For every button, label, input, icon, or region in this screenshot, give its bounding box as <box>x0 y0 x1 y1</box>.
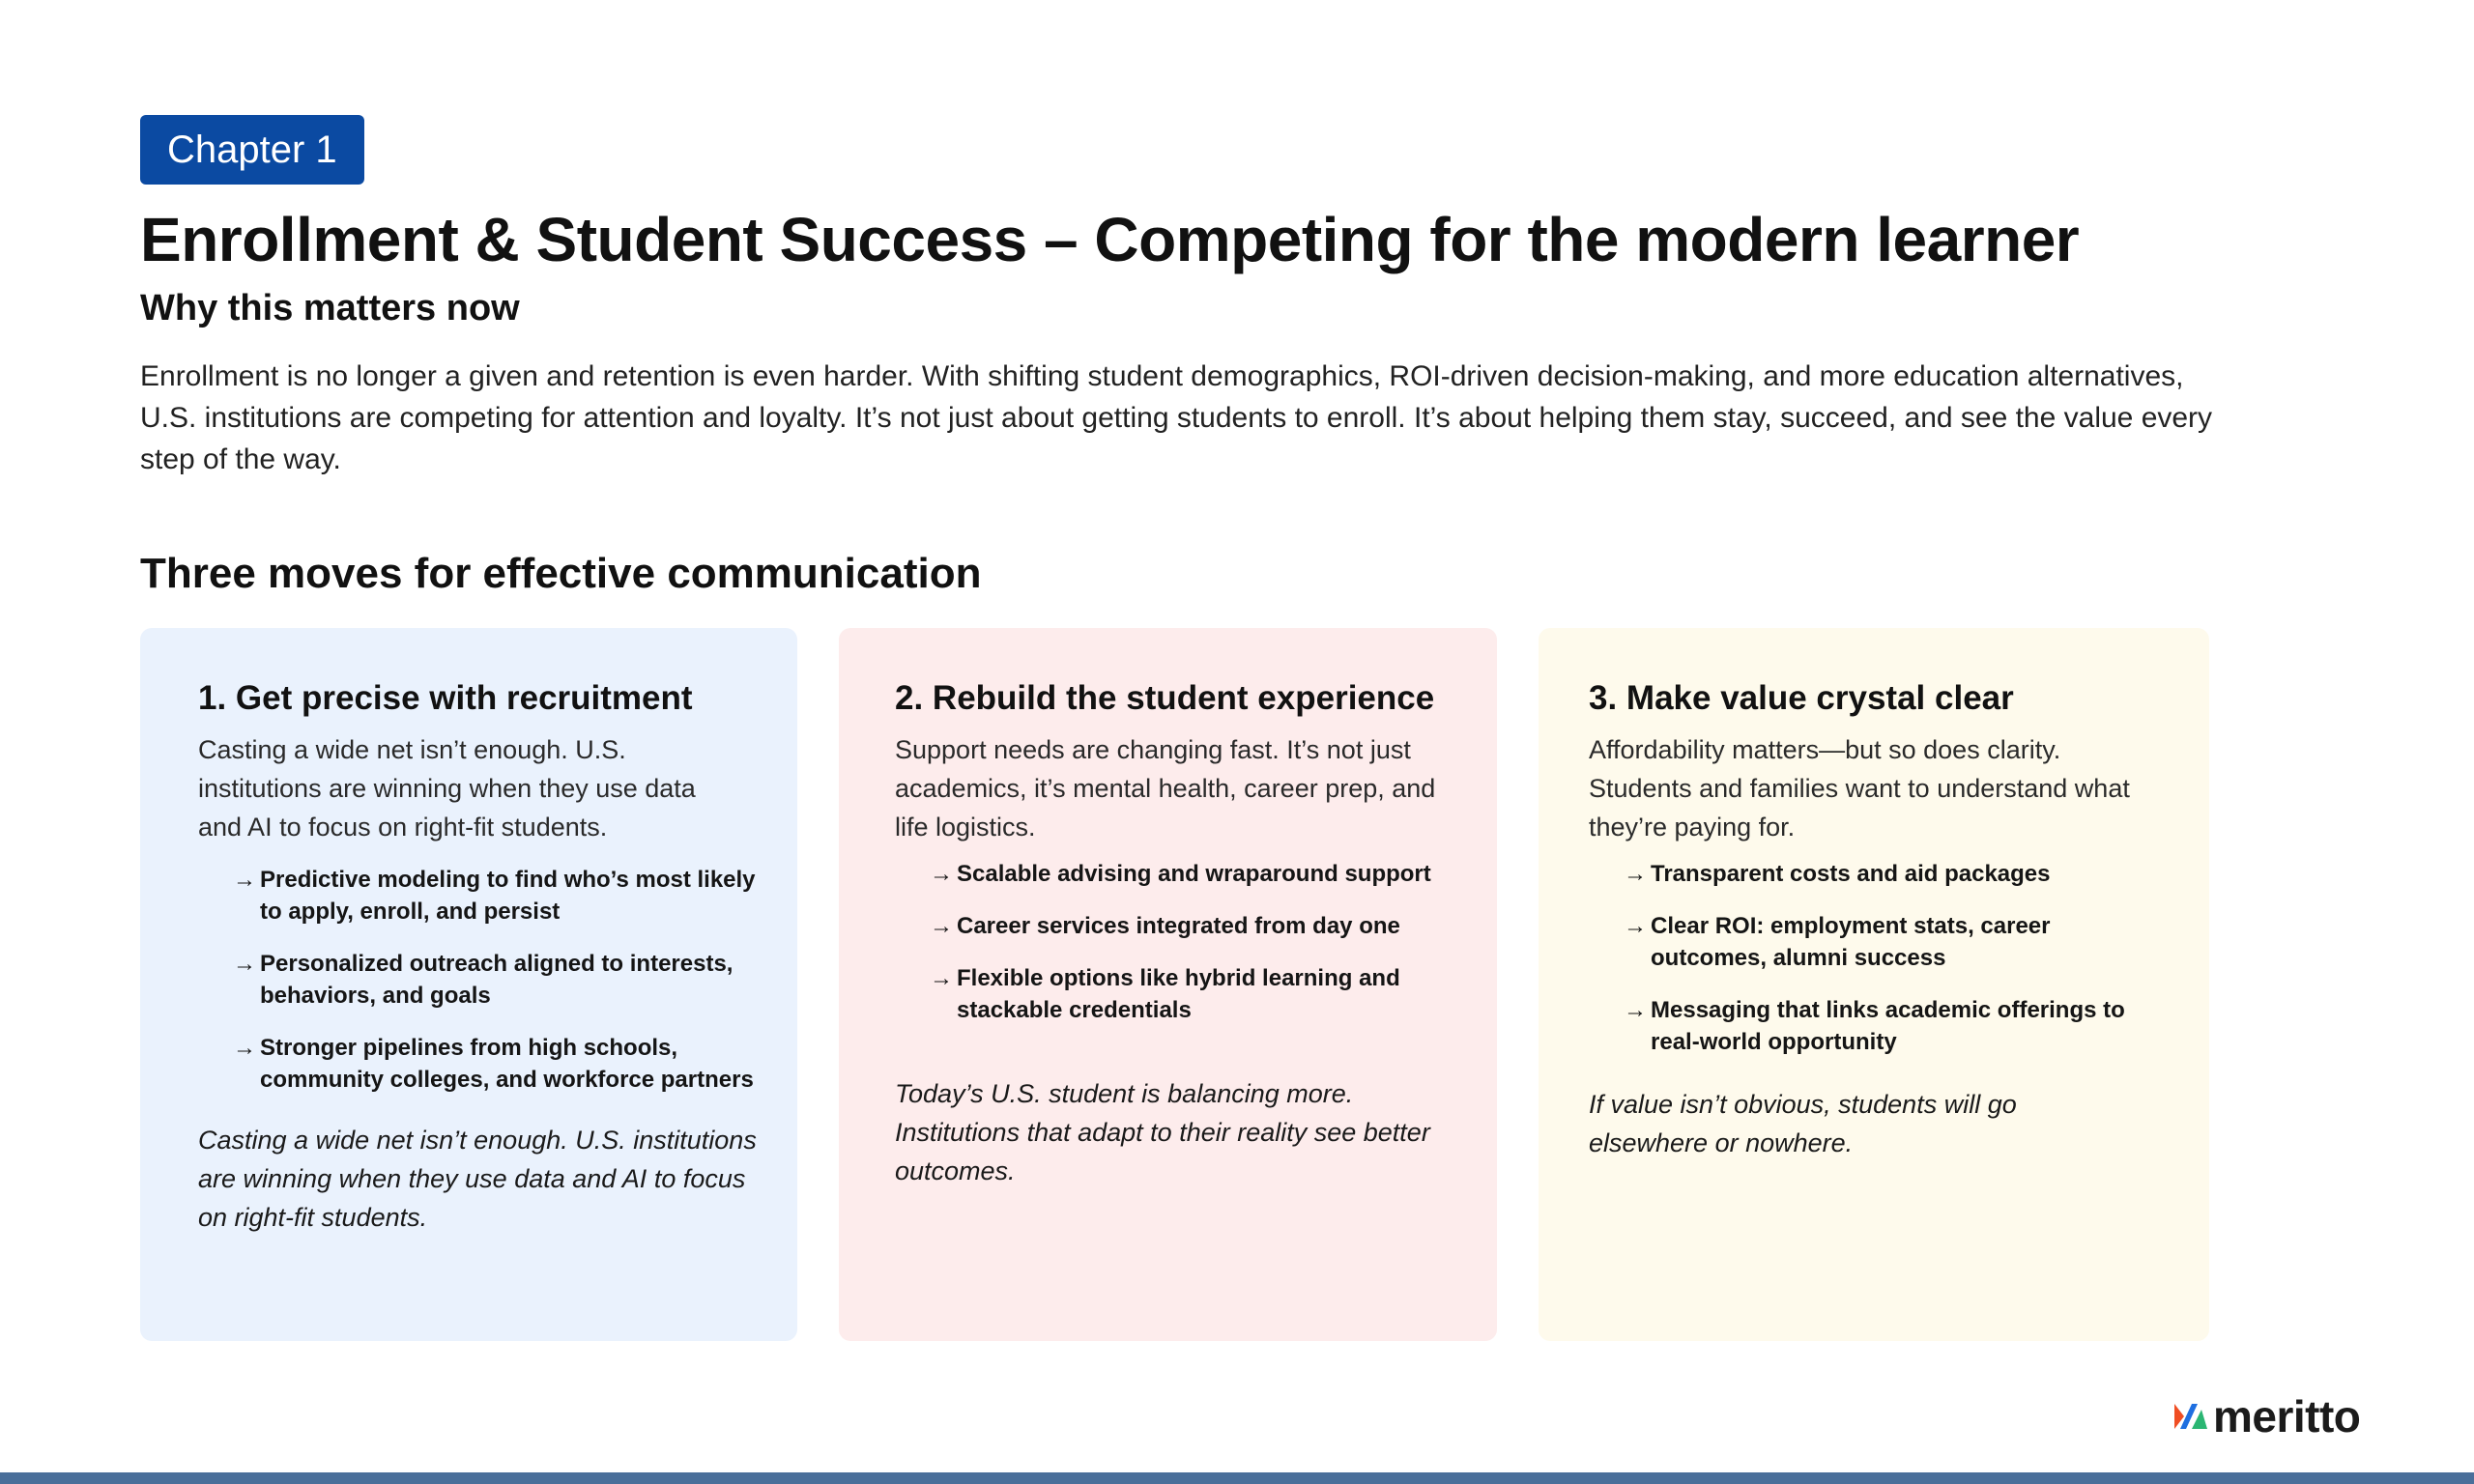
bullet-item <box>233 1032 759 1096</box>
page-subtitle: Why this matters now <box>140 288 520 328</box>
card-description: Affordability matters—but so does clarity. Students and families want to understand what they’re paying for. <box>1589 735 2130 842</box>
arrow-right-icon: → <box>930 913 953 939</box>
bullet-item <box>233 948 759 1012</box>
footer-bar <box>0 1472 2474 1484</box>
bullet-list <box>1624 858 2171 1058</box>
arrow-right-icon: → <box>233 951 256 977</box>
bullet-text: Career services integrated from day one <box>957 913 1400 939</box>
card-recruitment <box>140 628 797 1341</box>
card-title: 1. Get precise with recruitment <box>198 679 693 717</box>
logo-text: meritto <box>2213 1391 2361 1441</box>
bullet-text: Flexible options like hybrid learning and stackable credentials <box>957 965 1400 1023</box>
chapter-badge: Chapter 1 <box>140 115 364 185</box>
arrow-right-icon: → <box>1624 913 1647 939</box>
arrow-right-icon: → <box>233 1035 256 1061</box>
bullet-list <box>233 864 759 1096</box>
bullet-item <box>930 962 1458 1026</box>
bullet-item <box>233 864 759 928</box>
bullet-text: Personalized outreach aligned to interests, behaviors, and goals <box>260 951 734 1009</box>
card-title: 2. Rebuild the student experience <box>895 679 1435 717</box>
card-description: Casting a wide net isn’t enough. U.S. institutions are winning when they use data and AI to focus on right-fit students. <box>198 735 696 842</box>
arrow-right-icon: → <box>233 867 256 893</box>
arrow-right-icon: → <box>930 965 953 991</box>
card-student-experience <box>839 628 1497 1341</box>
bullet-item <box>1624 858 2171 890</box>
card-note: Today’s U.S. student is balancing more. Institutions that adapt to their reality see better outcomes. <box>895 1079 1430 1185</box>
bullet-item <box>1624 994 2171 1058</box>
arrow-right-icon: → <box>930 861 953 887</box>
meritto-logo-mark-icon <box>2172 1400 2209 1433</box>
bullet-text: Stronger pipelines from high schools, community colleges, and workforce partners <box>260 1035 754 1093</box>
card-description: Support needs are changing fast. It’s not just academics, it’s mental health, career prep, and life logistics. <box>895 735 1436 842</box>
bullet-text: Transparent costs and aid packages <box>1651 861 2051 887</box>
bullet-text: Messaging that links academic offerings to real-world opportunity <box>1651 997 2125 1055</box>
card-value-clarity <box>1539 628 2209 1341</box>
arrow-right-icon: → <box>1624 997 1647 1023</box>
arrow-right-icon: → <box>1624 861 1647 887</box>
bullet-text: Clear ROI: employment stats, career outcomes, alumni success <box>1651 913 2051 971</box>
bullet-text: Scalable advising and wraparound support <box>957 861 1431 887</box>
card-note: Casting a wide net isn’t enough. U.S. institutions are winning when they use data and AI to focus on right-fit students. <box>198 1126 757 1232</box>
intro-paragraph: Enrollment is no longer a given and retention is even harder. With shifting student demographics, ROI-driven decision-making, and more education alternatives, U.S. institutions are competing for attention and loyalty. It’s not just about getting students to enroll. It’s about helping them stay, succeed, and see the value every step of the way. <box>140 360 2213 475</box>
bullet-list <box>930 858 1458 1026</box>
card-title: 3. Make value crystal clear <box>1589 679 2014 717</box>
section-title: Three moves for effective communication <box>140 550 982 597</box>
bullet-text: Predictive modeling to find who’s most likely to apply, enroll, and persist <box>260 867 756 925</box>
bullet-item <box>1624 910 2171 974</box>
bullet-item <box>930 910 1458 942</box>
card-note: If value isn’t obvious, students will go elsewhere or nowhere. <box>1589 1090 2017 1157</box>
page-title: Enrollment & Student Success – Competing for the modern learner <box>140 205 2080 274</box>
bullet-item <box>930 858 1458 890</box>
meritto-logo <box>2172 1389 2360 1443</box>
